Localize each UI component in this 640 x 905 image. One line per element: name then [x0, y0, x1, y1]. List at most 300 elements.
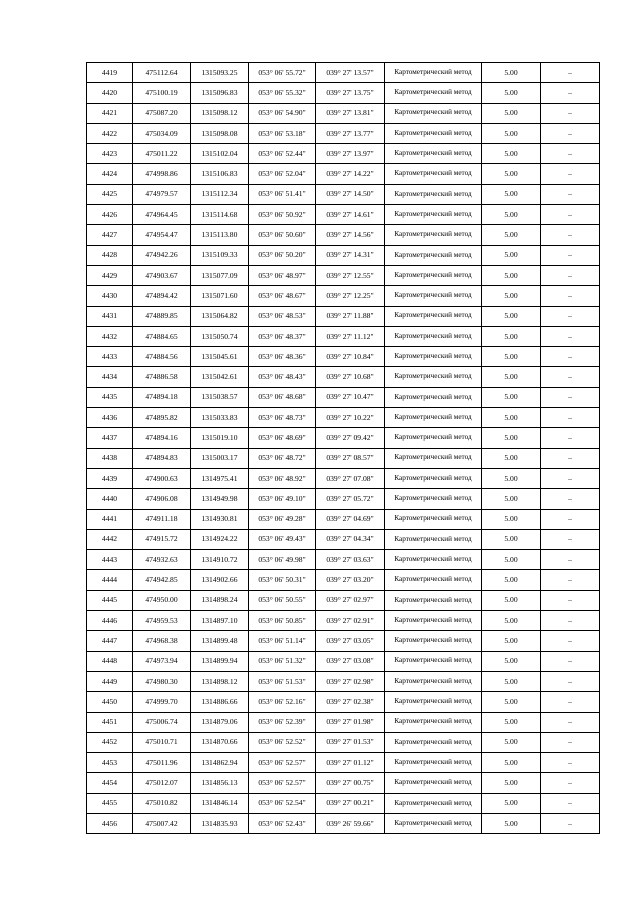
x-coordinate-cell: 474894.42: [133, 286, 191, 306]
y-coordinate-cell: 1315045.61: [191, 347, 249, 367]
x-coordinate-cell: 475112.64: [133, 63, 191, 83]
y-coordinate-cell: 1315064.82: [191, 306, 249, 326]
point-number-cell: 4442: [87, 529, 133, 549]
table-row: [87, 408, 600, 428]
y-coordinate-cell: 1315112.34: [191, 184, 249, 204]
y-coordinate-cell: 1315033.83: [191, 408, 249, 428]
x-coordinate-cell: 474915.72: [133, 529, 191, 549]
point-number-cell: 4433: [87, 347, 133, 367]
method-cell: Картометрический метод: [385, 428, 482, 448]
table-body: [87, 63, 600, 834]
description-cell: –: [541, 448, 600, 468]
x-coordinate-cell: 474911.18: [133, 509, 191, 529]
y-coordinate-cell: 1314898.24: [191, 590, 249, 610]
y-coordinate-cell: 1314897.10: [191, 611, 249, 631]
latitude-cell: 053° 06' 48.73": [249, 408, 316, 428]
latitude-cell: 053° 06' 53.18": [249, 123, 316, 143]
x-coordinate-cell: 474998.86: [133, 164, 191, 184]
longitude-cell: 039° 27' 13.97": [316, 144, 385, 164]
longitude-cell: 039° 27' 02.38": [316, 692, 385, 712]
method-cell: Картометрический метод: [385, 813, 482, 833]
method-cell: Картометрический метод: [385, 306, 482, 326]
point-number-cell: 4430: [87, 286, 133, 306]
latitude-cell: 053° 06' 52.52": [249, 732, 316, 752]
description-cell: –: [541, 651, 600, 671]
longitude-cell: 039° 27' 03.05": [316, 631, 385, 651]
method-cell: Картометрический метод: [385, 63, 482, 83]
x-coordinate-cell: 474889.85: [133, 306, 191, 326]
y-coordinate-cell: 1315114.68: [191, 205, 249, 225]
point-number-cell: 4435: [87, 387, 133, 407]
latitude-cell: 053° 06' 51.53": [249, 671, 316, 691]
accuracy-cell: 5.00: [482, 570, 541, 590]
y-coordinate-cell: 1315098.12: [191, 103, 249, 123]
longitude-cell: 039° 27' 07.08": [316, 468, 385, 488]
point-number-cell: 4443: [87, 550, 133, 570]
coordinates-table: [86, 62, 600, 834]
accuracy-cell: 5.00: [482, 387, 541, 407]
description-cell: –: [541, 611, 600, 631]
point-number-cell: 4446: [87, 611, 133, 631]
description-cell: –: [541, 184, 600, 204]
description-cell: –: [541, 83, 600, 103]
method-cell: Картометрический метод: [385, 164, 482, 184]
x-coordinate-cell: 475010.82: [133, 793, 191, 813]
description-cell: –: [541, 509, 600, 529]
table-row: [87, 773, 600, 793]
table-row: [87, 468, 600, 488]
longitude-cell: 039° 27' 00.75": [316, 773, 385, 793]
y-coordinate-cell: 1315102.04: [191, 144, 249, 164]
longitude-cell: 039° 27' 14.61": [316, 205, 385, 225]
description-cell: –: [541, 103, 600, 123]
description-cell: –: [541, 468, 600, 488]
y-coordinate-cell: 1314835.93: [191, 813, 249, 833]
method-cell: Картометрический метод: [385, 367, 482, 387]
latitude-cell: 053° 06' 52.54": [249, 793, 316, 813]
longitude-cell: 039° 27' 14.50": [316, 184, 385, 204]
method-cell: Картометрический метод: [385, 448, 482, 468]
longitude-cell: 039° 27' 12.25": [316, 286, 385, 306]
table-row: [87, 347, 600, 367]
point-number-cell: 4444: [87, 570, 133, 590]
y-coordinate-cell: 1314949.98: [191, 489, 249, 509]
point-number-cell: 4451: [87, 712, 133, 732]
point-number-cell: 4445: [87, 590, 133, 610]
table-row: [87, 184, 600, 204]
accuracy-cell: 5.00: [482, 306, 541, 326]
table-row: [87, 590, 600, 610]
table-row: [87, 651, 600, 671]
latitude-cell: 053° 06' 48.67": [249, 286, 316, 306]
y-coordinate-cell: 1314856.13: [191, 773, 249, 793]
x-coordinate-cell: 475087.20: [133, 103, 191, 123]
point-number-cell: 4427: [87, 225, 133, 245]
method-cell: Картометрический метод: [385, 692, 482, 712]
point-number-cell: 4453: [87, 753, 133, 773]
table-row: [87, 712, 600, 732]
description-cell: –: [541, 773, 600, 793]
y-coordinate-cell: 1315038.57: [191, 387, 249, 407]
accuracy-cell: 5.00: [482, 326, 541, 346]
x-coordinate-cell: 475034.09: [133, 123, 191, 143]
accuracy-cell: 5.00: [482, 509, 541, 529]
x-coordinate-cell: 474894.18: [133, 387, 191, 407]
accuracy-cell: 5.00: [482, 550, 541, 570]
x-coordinate-cell: 474894.16: [133, 428, 191, 448]
method-cell: Картометрический метод: [385, 651, 482, 671]
method-cell: Картометрический метод: [385, 611, 482, 631]
method-cell: Картометрический метод: [385, 590, 482, 610]
method-cell: Картометрический метод: [385, 732, 482, 752]
latitude-cell: 053° 06' 48.68": [249, 387, 316, 407]
x-coordinate-cell: 475010.71: [133, 732, 191, 752]
point-number-cell: 4454: [87, 773, 133, 793]
longitude-cell: 039° 27' 10.84": [316, 347, 385, 367]
accuracy-cell: 5.00: [482, 63, 541, 83]
latitude-cell: 053° 06' 54.90": [249, 103, 316, 123]
accuracy-cell: 5.00: [482, 590, 541, 610]
table-row: [87, 205, 600, 225]
point-number-cell: 4449: [87, 671, 133, 691]
description-cell: –: [541, 367, 600, 387]
x-coordinate-cell: 474906.08: [133, 489, 191, 509]
accuracy-cell: 5.00: [482, 205, 541, 225]
accuracy-cell: 5.00: [482, 773, 541, 793]
description-cell: –: [541, 631, 600, 651]
x-coordinate-cell: 474964.45: [133, 205, 191, 225]
y-coordinate-cell: 1314886.66: [191, 692, 249, 712]
table-row: [87, 611, 600, 631]
accuracy-cell: 5.00: [482, 448, 541, 468]
method-cell: Картометрический метод: [385, 245, 482, 265]
longitude-cell: 039° 27' 01.12": [316, 753, 385, 773]
latitude-cell: 053° 06' 50.60": [249, 225, 316, 245]
method-cell: Картометрический метод: [385, 265, 482, 285]
x-coordinate-cell: 474979.57: [133, 184, 191, 204]
longitude-cell: 039° 27' 13.77": [316, 123, 385, 143]
x-coordinate-cell: 474959.53: [133, 611, 191, 631]
latitude-cell: 053° 06' 50.31": [249, 570, 316, 590]
accuracy-cell: 5.00: [482, 671, 541, 691]
accuracy-cell: 5.00: [482, 245, 541, 265]
point-number-cell: 4419: [87, 63, 133, 83]
point-number-cell: 4421: [87, 103, 133, 123]
table-row: [87, 529, 600, 549]
method-cell: Картометрический метод: [385, 123, 482, 143]
table-row: [87, 387, 600, 407]
method-cell: Картометрический метод: [385, 387, 482, 407]
y-coordinate-cell: 1314924.22: [191, 529, 249, 549]
method-cell: Картометрический метод: [385, 468, 482, 488]
table-row: [87, 489, 600, 509]
document-page: [86, 62, 599, 834]
longitude-cell: 039° 27' 13.81": [316, 103, 385, 123]
table-row: [87, 692, 600, 712]
accuracy-cell: 5.00: [482, 489, 541, 509]
table-row: [87, 550, 600, 570]
description-cell: –: [541, 225, 600, 245]
longitude-cell: 039° 27' 14.31": [316, 245, 385, 265]
table-row: [87, 448, 600, 468]
table-row: [87, 793, 600, 813]
y-coordinate-cell: 1314975.41: [191, 468, 249, 488]
longitude-cell: 039° 27' 01.53": [316, 732, 385, 752]
table-row: [87, 265, 600, 285]
table-row: [87, 570, 600, 590]
method-cell: Картометрический метод: [385, 489, 482, 509]
y-coordinate-cell: 1314902.66: [191, 570, 249, 590]
point-number-cell: 4441: [87, 509, 133, 529]
accuracy-cell: 5.00: [482, 611, 541, 631]
x-coordinate-cell: 474886.58: [133, 367, 191, 387]
table-row: [87, 428, 600, 448]
y-coordinate-cell: 1314910.72: [191, 550, 249, 570]
description-cell: –: [541, 326, 600, 346]
accuracy-cell: 5.00: [482, 712, 541, 732]
point-number-cell: 4426: [87, 205, 133, 225]
x-coordinate-cell: 474903.67: [133, 265, 191, 285]
table-row: [87, 813, 600, 833]
latitude-cell: 053° 06' 48.37": [249, 326, 316, 346]
table-row: [87, 306, 600, 326]
longitude-cell: 039° 27' 13.75": [316, 83, 385, 103]
x-coordinate-cell: 474942.26: [133, 245, 191, 265]
y-coordinate-cell: 1315019.10: [191, 428, 249, 448]
point-number-cell: 4425: [87, 184, 133, 204]
longitude-cell: 039° 27' 02.98": [316, 671, 385, 691]
y-coordinate-cell: 1314899.94: [191, 651, 249, 671]
x-coordinate-cell: 474968.38: [133, 631, 191, 651]
latitude-cell: 053° 06' 48.53": [249, 306, 316, 326]
method-cell: Картометрический метод: [385, 326, 482, 346]
latitude-cell: 053° 06' 51.32": [249, 651, 316, 671]
latitude-cell: 053° 06' 50.55": [249, 590, 316, 610]
x-coordinate-cell: 475007.42: [133, 813, 191, 833]
method-cell: Картометрический метод: [385, 144, 482, 164]
method-cell: Картометрический метод: [385, 347, 482, 367]
latitude-cell: 053° 06' 48.69": [249, 428, 316, 448]
accuracy-cell: 5.00: [482, 468, 541, 488]
description-cell: –: [541, 671, 600, 691]
method-cell: Картометрический метод: [385, 286, 482, 306]
y-coordinate-cell: 1314862.94: [191, 753, 249, 773]
latitude-cell: 053° 06' 48.43": [249, 367, 316, 387]
x-coordinate-cell: 474884.65: [133, 326, 191, 346]
longitude-cell: 039° 27' 03.20": [316, 570, 385, 590]
method-cell: Картометрический метод: [385, 712, 482, 732]
table-row: [87, 245, 600, 265]
accuracy-cell: 5.00: [482, 529, 541, 549]
description-cell: –: [541, 428, 600, 448]
latitude-cell: 053° 06' 49.98": [249, 550, 316, 570]
y-coordinate-cell: 1315077.09: [191, 265, 249, 285]
description-cell: –: [541, 408, 600, 428]
table-row: [87, 631, 600, 651]
latitude-cell: 053° 06' 51.41": [249, 184, 316, 204]
latitude-cell: 053° 06' 48.92": [249, 468, 316, 488]
table-row: [87, 326, 600, 346]
longitude-cell: 039° 27' 03.63": [316, 550, 385, 570]
table-row: [87, 83, 600, 103]
x-coordinate-cell: 474894.83: [133, 448, 191, 468]
x-coordinate-cell: 474895.82: [133, 408, 191, 428]
longitude-cell: 039° 27' 09.42": [316, 428, 385, 448]
point-number-cell: 4434: [87, 367, 133, 387]
table-row: [87, 63, 600, 83]
accuracy-cell: 5.00: [482, 793, 541, 813]
y-coordinate-cell: 1314870.66: [191, 732, 249, 752]
point-number-cell: 4437: [87, 428, 133, 448]
method-cell: Картометрический метод: [385, 509, 482, 529]
latitude-cell: 053° 06' 50.92": [249, 205, 316, 225]
accuracy-cell: 5.00: [482, 732, 541, 752]
latitude-cell: 053° 06' 49.10": [249, 489, 316, 509]
accuracy-cell: 5.00: [482, 184, 541, 204]
description-cell: –: [541, 286, 600, 306]
accuracy-cell: 5.00: [482, 286, 541, 306]
y-coordinate-cell: 1314846.14: [191, 793, 249, 813]
description-cell: –: [541, 164, 600, 184]
longitude-cell: 039° 27' 11.12": [316, 326, 385, 346]
longitude-cell: 039° 26' 59.66": [316, 813, 385, 833]
description-cell: –: [541, 205, 600, 225]
x-coordinate-cell: 474980.30: [133, 671, 191, 691]
method-cell: Картометрический метод: [385, 529, 482, 549]
accuracy-cell: 5.00: [482, 347, 541, 367]
latitude-cell: 053° 06' 55.72": [249, 63, 316, 83]
latitude-cell: 053° 06' 52.16": [249, 692, 316, 712]
longitude-cell: 039° 27' 08.57": [316, 448, 385, 468]
x-coordinate-cell: 474900.63: [133, 468, 191, 488]
y-coordinate-cell: 1315071.60: [191, 286, 249, 306]
longitude-cell: 039° 27' 13.57": [316, 63, 385, 83]
method-cell: Картометрический метод: [385, 671, 482, 691]
y-coordinate-cell: 1314930.81: [191, 509, 249, 529]
method-cell: Картометрический метод: [385, 408, 482, 428]
accuracy-cell: 5.00: [482, 123, 541, 143]
latitude-cell: 053° 06' 52.57": [249, 753, 316, 773]
description-cell: –: [541, 123, 600, 143]
table-row: [87, 286, 600, 306]
latitude-cell: 053° 06' 51.14": [249, 631, 316, 651]
point-number-cell: 4452: [87, 732, 133, 752]
point-number-cell: 4428: [87, 245, 133, 265]
y-coordinate-cell: 1315042.61: [191, 367, 249, 387]
point-number-cell: 4440: [87, 489, 133, 509]
x-coordinate-cell: 475006.74: [133, 712, 191, 732]
method-cell: Картометрический метод: [385, 631, 482, 651]
method-cell: Картометрический метод: [385, 753, 482, 773]
longitude-cell: 039° 27' 11.88": [316, 306, 385, 326]
point-number-cell: 4436: [87, 408, 133, 428]
table-row: [87, 753, 600, 773]
point-number-cell: 4429: [87, 265, 133, 285]
longitude-cell: 039° 27' 12.55": [316, 265, 385, 285]
accuracy-cell: 5.00: [482, 813, 541, 833]
table-row: [87, 671, 600, 691]
point-number-cell: 4438: [87, 448, 133, 468]
method-cell: Картометрический метод: [385, 550, 482, 570]
point-number-cell: 4424: [87, 164, 133, 184]
y-coordinate-cell: 1315003.17: [191, 448, 249, 468]
point-number-cell: 4448: [87, 651, 133, 671]
latitude-cell: 053° 06' 48.97": [249, 265, 316, 285]
point-number-cell: 4450: [87, 692, 133, 712]
description-cell: –: [541, 732, 600, 752]
y-coordinate-cell: 1315093.25: [191, 63, 249, 83]
accuracy-cell: 5.00: [482, 651, 541, 671]
x-coordinate-cell: 475011.22: [133, 144, 191, 164]
x-coordinate-cell: 474884.56: [133, 347, 191, 367]
longitude-cell: 039° 27' 10.68": [316, 367, 385, 387]
method-cell: Картометрический метод: [385, 205, 482, 225]
accuracy-cell: 5.00: [482, 144, 541, 164]
longitude-cell: 039° 27' 04.34": [316, 529, 385, 549]
latitude-cell: 053° 06' 49.28": [249, 509, 316, 529]
accuracy-cell: 5.00: [482, 753, 541, 773]
table-row: [87, 123, 600, 143]
latitude-cell: 053° 06' 48.36": [249, 347, 316, 367]
description-cell: –: [541, 590, 600, 610]
description-cell: –: [541, 813, 600, 833]
point-number-cell: 4456: [87, 813, 133, 833]
longitude-cell: 039° 27' 10.47": [316, 387, 385, 407]
table-row: [87, 367, 600, 387]
description-cell: –: [541, 63, 600, 83]
y-coordinate-cell: 1315106.83: [191, 164, 249, 184]
method-cell: Картометрический метод: [385, 225, 482, 245]
accuracy-cell: 5.00: [482, 265, 541, 285]
y-coordinate-cell: 1314899.48: [191, 631, 249, 651]
longitude-cell: 039° 27' 00.21": [316, 793, 385, 813]
accuracy-cell: 5.00: [482, 367, 541, 387]
latitude-cell: 053° 06' 55.32": [249, 83, 316, 103]
point-number-cell: 4439: [87, 468, 133, 488]
x-coordinate-cell: 474942.85: [133, 570, 191, 590]
x-coordinate-cell: 474950.00: [133, 590, 191, 610]
point-number-cell: 4423: [87, 144, 133, 164]
method-cell: Картометрический метод: [385, 793, 482, 813]
description-cell: –: [541, 144, 600, 164]
longitude-cell: 039° 27' 02.97": [316, 590, 385, 610]
latitude-cell: 053° 06' 52.04": [249, 164, 316, 184]
accuracy-cell: 5.00: [482, 83, 541, 103]
description-cell: –: [541, 753, 600, 773]
description-cell: –: [541, 489, 600, 509]
method-cell: Картометрический метод: [385, 184, 482, 204]
x-coordinate-cell: 475011.96: [133, 753, 191, 773]
point-number-cell: 4455: [87, 793, 133, 813]
latitude-cell: 053° 06' 49.43": [249, 529, 316, 549]
method-cell: Картометрический метод: [385, 773, 482, 793]
accuracy-cell: 5.00: [482, 428, 541, 448]
table-row: [87, 144, 600, 164]
y-coordinate-cell: 1315096.83: [191, 83, 249, 103]
description-cell: –: [541, 712, 600, 732]
latitude-cell: 053° 06' 50.20": [249, 245, 316, 265]
latitude-cell: 053° 06' 52.44": [249, 144, 316, 164]
x-coordinate-cell: 474932.63: [133, 550, 191, 570]
accuracy-cell: 5.00: [482, 631, 541, 651]
y-coordinate-cell: 1315098.08: [191, 123, 249, 143]
longitude-cell: 039° 27' 14.22": [316, 164, 385, 184]
longitude-cell: 039° 27' 01.98": [316, 712, 385, 732]
y-coordinate-cell: 1315109.33: [191, 245, 249, 265]
point-number-cell: 4431: [87, 306, 133, 326]
description-cell: –: [541, 793, 600, 813]
accuracy-cell: 5.00: [482, 164, 541, 184]
